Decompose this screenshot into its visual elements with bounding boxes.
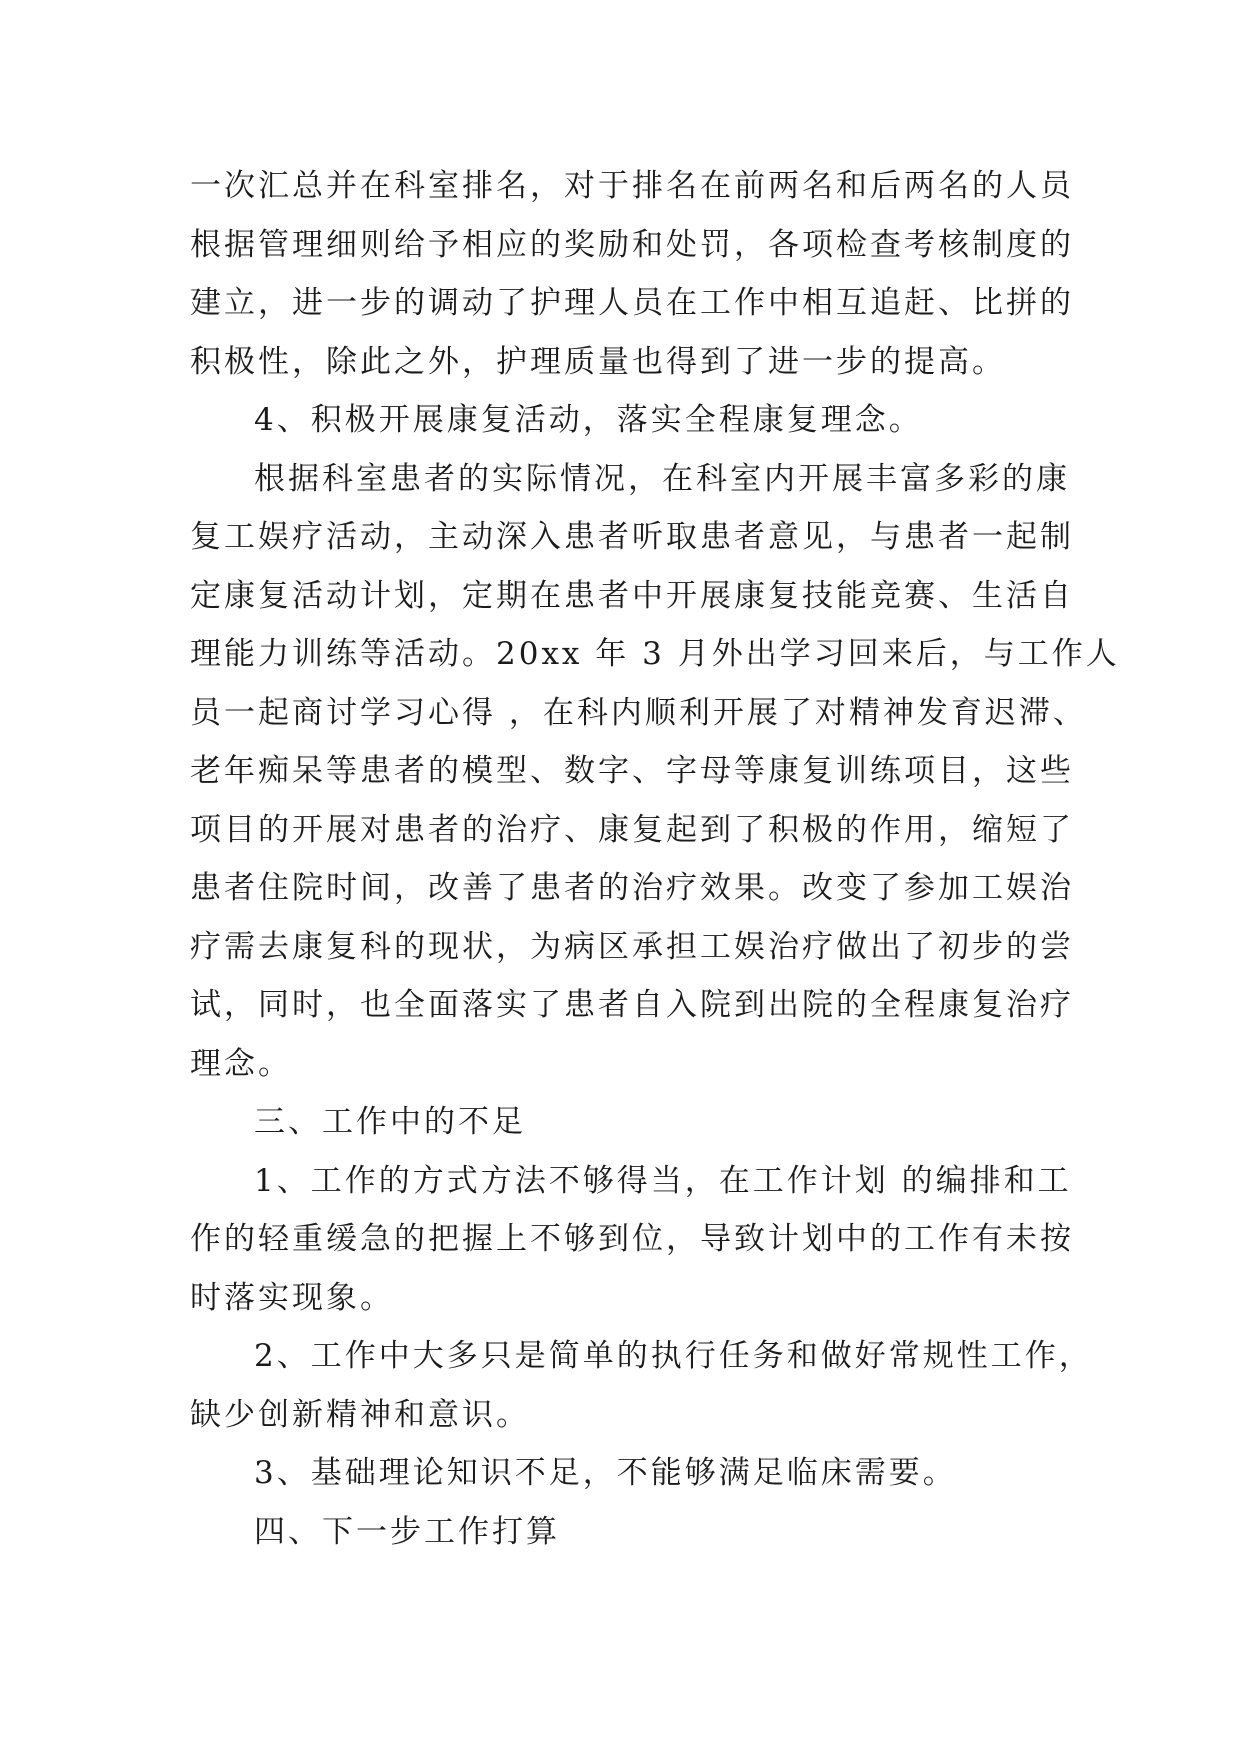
- section-heading: 四、下一步工作打算: [254, 1513, 560, 1550]
- text-line: 患者住院时间，改善了患者的治疗效果。改变了参加工娱治: [190, 870, 1074, 906]
- text-line: 2、工作中大多只是简单的执行任务和做好常规性工作，: [254, 1338, 1093, 1374]
- text-line: 试，同时，也全面落实了患者自入院到出院的全程康复治疗: [190, 987, 1074, 1023]
- text-line: 1、工作的方式方法不够得当，在工作计划 的编排和工: [254, 1162, 1072, 1199]
- section-heading: 三、工作中的不足: [254, 1104, 526, 1140]
- text-line: 定康复活动计划，定期在患者中开展康复技能竞赛、生活自: [190, 577, 1074, 614]
- text-line: 疗需去康复科的现状，为病区承担工娱治疗做出了初步的尝: [190, 928, 1074, 965]
- text-line: 积极性，除此之外，护理质量也得到了进一步的提高。: [190, 343, 1006, 380]
- text-line: 建立，进一步的调动了护理人员在工作中相互追赶、比拼的: [190, 285, 1074, 321]
- text-line: 3、基础理论知识不足，不能够满足临床需要。: [254, 1455, 957, 1491]
- text-line: 根据科室患者的实际情况，在科室内开展丰富多彩的康: [254, 460, 1070, 497]
- text-line: 老年痴呆等患者的模型、数字、字母等康复训练项目，这些: [190, 753, 1074, 789]
- text-line: 时落实现象。: [190, 1279, 394, 1316]
- document-body: [190, 157, 1120, 1561]
- text-line: 理念。: [190, 1045, 292, 1082]
- text-line: 复工娱疗活动，主动深入患者听取患者意见，与患者一起制: [190, 519, 1074, 555]
- text-line: 员一起商讨学习心得 ，在科内顺利开展了对精神发育迟滞、: [190, 694, 1087, 731]
- text-line: 作的轻重缓急的把握上不够到位，导致计划中的工作有未按: [190, 1221, 1074, 1257]
- text-line: 项目的开展对患者的治疗、康复起到了积极的作用，缩短了: [190, 811, 1074, 848]
- section-heading: 4、积极开展康复活动，落实全程康复理念。: [254, 402, 923, 438]
- text-line: 缺少创新精神和意识。: [190, 1396, 530, 1433]
- text-line: 根据管理细则给予相应的奖励和处罚，各项检查考核制度的: [190, 226, 1074, 263]
- text-line: 一次汇总并在科室排名，对于排名在前两名和后两名的人员: [190, 168, 1074, 204]
- text-line: 理能力训练等活动。20xx 年 3 月外出学习回来后，与工作人: [190, 636, 1120, 672]
